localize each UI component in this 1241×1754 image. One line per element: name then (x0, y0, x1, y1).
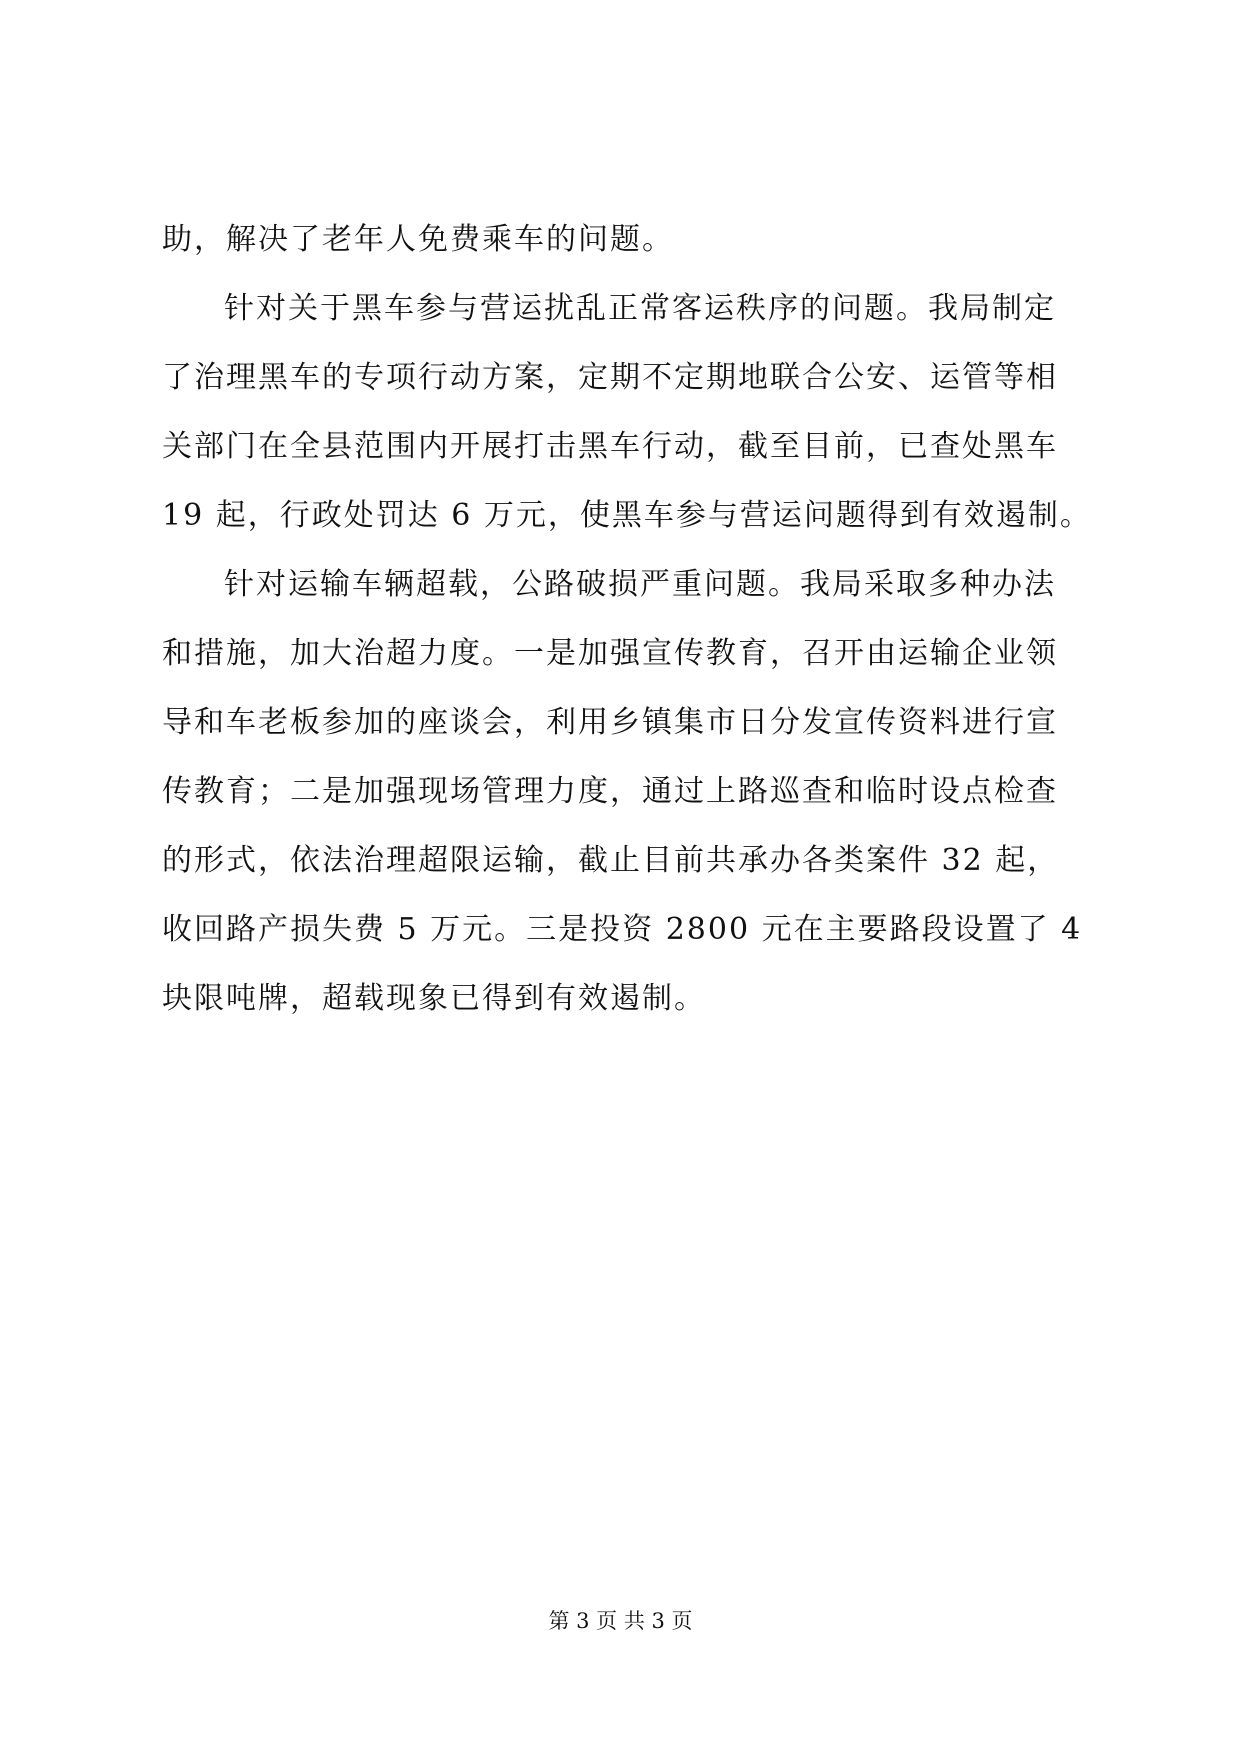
text-line: 19 起，行政处罚达 6 万元，使黑车参与营运问题得到有效遏制。 (162, 498, 1092, 533)
text-line: 针对运输车辆超载，公路破损严重问题。我局采取多种办法 (224, 567, 1056, 602)
text-line: 的形式，依法治理超限运输，截止目前共承办各类案件 32 起， (162, 843, 1060, 878)
text-line: 导和车老板参加的座谈会，利用乡镇集市日分发宣传资料进行宣 (162, 705, 1058, 740)
text-line: 和措施，加大治超力度。一是加强宣传教育，召开由运输企业领 (162, 636, 1058, 671)
text-line: 助，解决了老年人免费乘车的问题。 (162, 222, 674, 257)
page-number: 第 3 页 共 3 页 (548, 1609, 693, 1633)
text-line: 针对关于黑车参与营运扰乱正常客运秩序的问题。我局制定 (224, 291, 1056, 326)
page-footer (0, 1606, 1241, 1636)
document-body (162, 205, 1092, 1033)
text-line: 收回路产损失费 5 万元。三是投资 2800 元在主要路段设置了 4 (162, 912, 1083, 947)
text-line: 了治理黑车的专项行动方案，定期不定期地联合公安、运管等相 (162, 360, 1058, 395)
text-line: 传教育；二是加强现场管理力度，通过上路巡查和临时设点检查 (162, 774, 1058, 809)
text-line: 块限吨牌，超载现象已得到有效遏制。 (162, 981, 706, 1016)
text-line: 关部门在全县范围内开展打击黑车行动，截至目前，已查处黑车 (162, 429, 1058, 464)
